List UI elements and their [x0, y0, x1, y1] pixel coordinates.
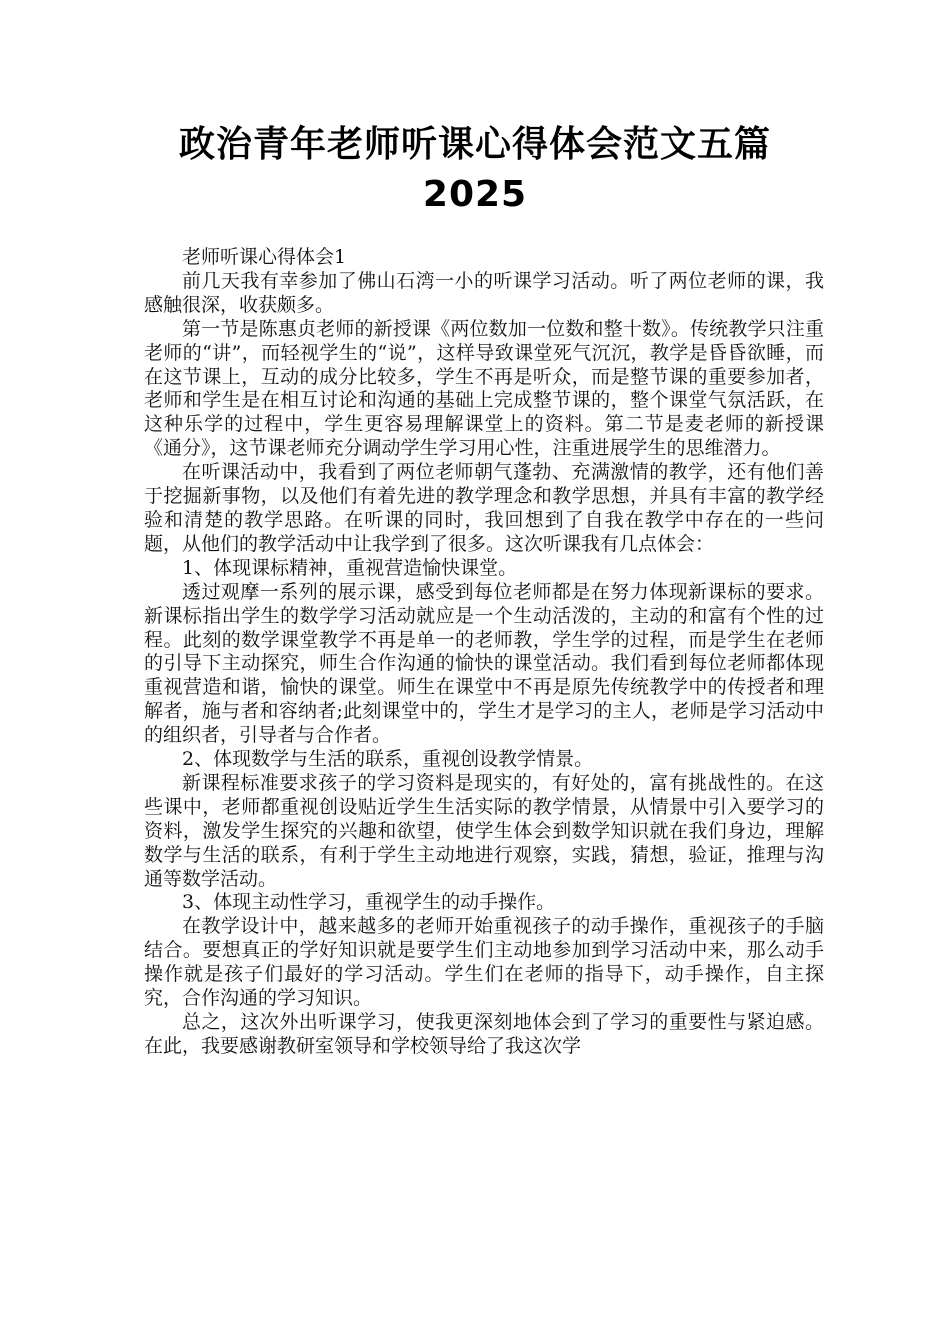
- paragraph: 总之，这次外出听课学习，使我更深刻地体会到了学习的重要性与紧迫感。在此，我要感谢教研室领导和学校领导给了我这次学: [144, 1011, 824, 1057]
- section-heading: 老师听课心得体会1: [182, 246, 347, 268]
- title-line-2: 2025: [422, 174, 528, 215]
- document-body: [144, 246, 824, 1059]
- paragraph: 在听课活动中，我看到了两位老师朝气蓬勃、充满激情的教学，还有他们善于挖掘新事物，以及他们有着先进的教学理念和教学思想，并具有丰富的教学经验和清楚的教学思路。在听课的同时，我回想到了自我在教学中存在的一些问题，从他们的教学活动中让我学到了很多。这次听课我有几点体会：: [144, 461, 824, 555]
- point-heading: 3、体现主动性学习，重视学生的动手操作。: [182, 891, 556, 914]
- document-title: [0, 120, 950, 220]
- paragraph: 前几天我有幸参加了佛山石湾一小的听课学习活动。听了两位老师的课，我感触很深，收获颇多。: [144, 269, 824, 316]
- title-line-1: 政治青年老师听课心得体会范文五篇: [178, 124, 771, 165]
- point-heading: 2、体现数学与生活的联系，重视创设教学情景。: [182, 748, 594, 771]
- paragraph: 新课程标准要求孩子的学习资料是现实的，有好处的，富有挑战性的。在这些课中，老师都重视创设贴近学生生活实际的教学情景，从情景中引入要学习的资料，激发学生探究的兴趣和欲望，使学生体会到数学知识就在我们身边，理解数学与生活的联系，有利于学生主动地进行观察，实践，猜想，验证，推理与沟通等数学活动。: [144, 771, 824, 890]
- paragraph: 第一节是陈惠贞老师的新授课《两位数加一位数和整十数》。传统教学只注重老师的“讲”，而轻视学生的“说”，这样导致课堂死气沉沉，教学是昏昏欲睡，而在这节课上，互动的成分比较多，学生不再是听众，而是整节课的重要参加者，老师和学生是在相互讨论和沟通的基础上完成整节课的，整个课堂气氛活跃，在这种乐学的过程中，学生更容易理解课堂上的资料。第二节是麦老师的新授课《通分》，这节课老师充分调动学生学习用心性，注重进展学生的思维潜力。: [144, 317, 824, 460]
- point-heading: 1、体现课标精神，重视营造愉快课堂。: [182, 556, 518, 579]
- paragraph: 透过观摩一系列的展示课，感受到每位老师都是在努力体现新课标的要求。新课标指出学生的数学学习活动就应是一个生动活泼的，主动的和富有个性的过程。此刻的数学课堂教学不再是单一的老师教，学生学的过程，而是学生在老师的引导下主动探究，师生合作沟通的愉快的课堂活动。我们看到每位老师都体现重视营造和谐，愉快的课堂。师生在课堂中不再是原先传统教学中的传授者和理解者，施与者和容纳者;此刻课堂中的，学生才是学习的主人，老师是学习活动中的组织者，引导者与合作者。: [144, 580, 824, 747]
- paragraph: 在教学设计中，越来越多的老师开始重视孩子的动手操作，重视孩子的手脑结合。要想真正的学好知识就是要学生们主动地参加到学习活动中来，那么动手操作就是孩子们最好的学习活动。学生们在老师的指导下，动手操作，自主探究，合作沟通的学习知识。: [144, 915, 824, 1010]
